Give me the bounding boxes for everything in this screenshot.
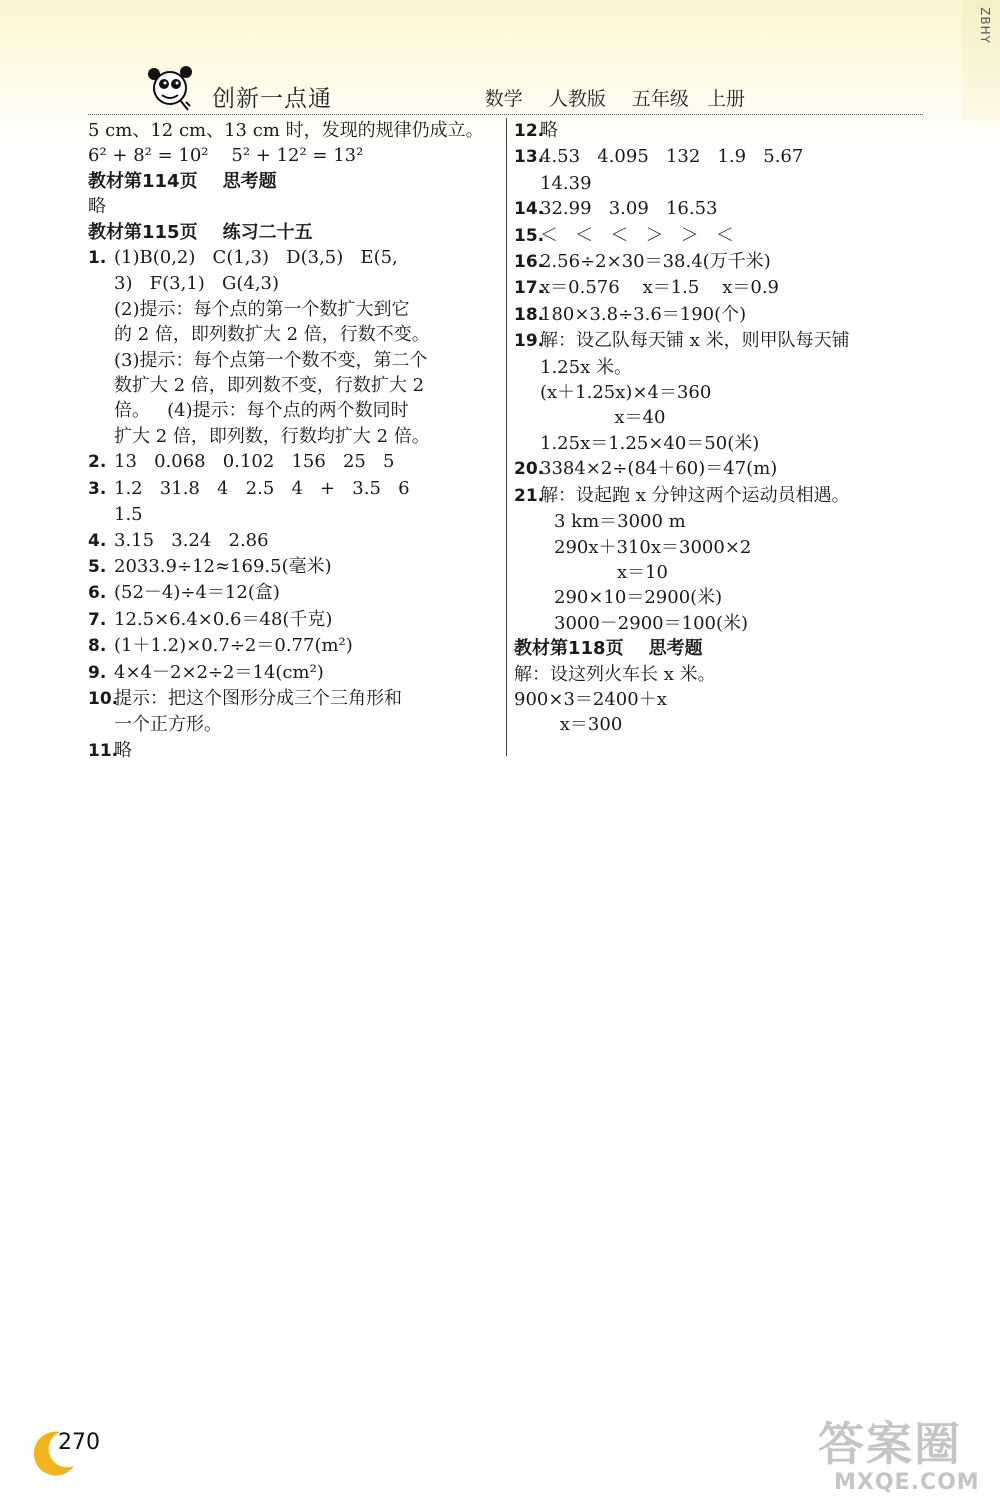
answer-line bbox=[514, 355, 934, 380]
brand-title: 创新一点通 bbox=[212, 86, 332, 112]
section-heading bbox=[514, 636, 934, 661]
answer-line bbox=[88, 194, 498, 219]
answer-text: (52－4)÷4＝12(盒) bbox=[114, 582, 280, 604]
answer-line bbox=[88, 660, 498, 686]
answer-text: ＜ ＜ ＜ ＞ ＞ ＜ bbox=[540, 224, 734, 246]
answer-text: 4.53 4.095 132 1.9 5.67 bbox=[540, 146, 804, 168]
answer-line bbox=[514, 249, 934, 275]
answer-line bbox=[514, 380, 934, 405]
answer-line bbox=[514, 483, 934, 509]
answer-line bbox=[88, 633, 498, 659]
answer-line bbox=[88, 297, 498, 322]
column-divider bbox=[506, 118, 507, 756]
answer-text: 倍。 (4)提示：每个点的两个数同时 bbox=[114, 400, 409, 422]
question-number: 20. bbox=[514, 459, 545, 480]
answer-line bbox=[514, 611, 934, 636]
answer-text: 900×3＝2400＋x bbox=[514, 688, 667, 710]
answer-text: (x＋1.25x)×4＝360 bbox=[540, 382, 712, 404]
answer-text: 180×3.8÷3.6＝190(个) bbox=[540, 303, 747, 325]
section-heading-text: 教材第118页 思考题 bbox=[514, 638, 703, 660]
answer-text: 3.15 3.24 2.86 bbox=[114, 529, 269, 551]
answer-line bbox=[88, 373, 498, 398]
answer-line bbox=[88, 738, 498, 764]
answer-text: 14.39 bbox=[540, 172, 592, 194]
answer-line bbox=[514, 712, 934, 737]
answer-line bbox=[88, 143, 498, 168]
answer-line bbox=[88, 322, 498, 347]
answer-text: 略 bbox=[114, 739, 132, 761]
question-number: 7. bbox=[88, 609, 107, 630]
answer-text: (1＋1.2)×0.7÷2＝0.77(m²) bbox=[114, 635, 353, 657]
question-number: 4. bbox=[88, 530, 107, 551]
answer-line bbox=[88, 712, 498, 737]
volume-label: 上册 bbox=[706, 88, 745, 110]
watermark-url: MXQE.COM bbox=[834, 1470, 980, 1495]
answer-line bbox=[514, 223, 934, 249]
answer-text: 数扩大 2 倍，即列数不变，行数扩大 2 bbox=[114, 375, 425, 397]
side-tab bbox=[962, 0, 1000, 120]
answer-line bbox=[88, 398, 498, 423]
grade-label: 五年级 bbox=[631, 88, 689, 110]
section-heading-text: 教材第114页 思考题 bbox=[88, 170, 277, 192]
answer-line bbox=[88, 348, 498, 373]
watermark bbox=[800, 1406, 994, 1502]
right-column bbox=[514, 118, 934, 738]
question-number: 10. bbox=[88, 688, 119, 709]
answer-line bbox=[88, 245, 498, 271]
question-number: 3. bbox=[88, 478, 107, 499]
answer-line bbox=[514, 275, 934, 301]
answer-text: 2033.9÷12≈169.5(毫米) bbox=[114, 555, 332, 577]
question-number: 12. bbox=[514, 121, 545, 141]
answer-text: (1)B(0,2) C(1,3) D(3,5) E(5, bbox=[114, 247, 398, 269]
answer-text: 提示：把这个图形分成三个三角形和 bbox=[114, 687, 402, 709]
header-divider bbox=[88, 114, 923, 115]
question-number: 11. bbox=[88, 740, 119, 761]
answer-text: 32.99 3.09 16.53 bbox=[540, 198, 718, 220]
answer-text: 4×4－2×2÷2＝14(cm²) bbox=[114, 661, 324, 683]
answer-line bbox=[88, 118, 498, 143]
side-tab-label: ZBHY bbox=[978, 7, 992, 44]
answer-line bbox=[514, 405, 934, 430]
answer-text: 3000－2900＝100(米) bbox=[554, 612, 749, 634]
answer-line bbox=[88, 686, 498, 712]
question-number: 6. bbox=[88, 583, 107, 604]
answer-line bbox=[514, 171, 934, 196]
answer-text: 解：设乙队每天铺 x 米，则甲队每天铺 bbox=[540, 330, 850, 352]
answer-line bbox=[88, 580, 498, 606]
answer-line bbox=[88, 424, 498, 449]
answer-line bbox=[514, 560, 934, 585]
answer-text: 1.5 bbox=[114, 504, 143, 526]
page-number: 270 bbox=[58, 1430, 100, 1455]
series-info bbox=[465, 84, 745, 111]
question-number: 16. bbox=[514, 252, 545, 273]
answer-text: x＝0.576 x＝1.5 x＝0.9 bbox=[540, 277, 780, 299]
question-number: 2. bbox=[88, 452, 107, 473]
answer-text: 12.5×6.4×0.6＝48(千克) bbox=[114, 608, 333, 630]
section-heading bbox=[88, 220, 498, 245]
question-number: 8. bbox=[88, 636, 107, 657]
question-number: 17. bbox=[514, 278, 545, 299]
answer-text: (2)提示：每个点的第一个数扩大到它 bbox=[114, 298, 410, 320]
answer-text: 的 2 倍，即列数扩大 2 倍，行数不变。 bbox=[114, 324, 430, 346]
edition-label: 人教版 bbox=[548, 88, 606, 110]
answer-text: 3) F(3,1) G(4,3) bbox=[114, 273, 280, 295]
answer-line bbox=[514, 144, 934, 170]
left-column bbox=[88, 118, 498, 764]
watermark-logo-text: 答案圈 bbox=[818, 1417, 962, 1471]
answer-line bbox=[88, 554, 498, 580]
answer-text: 略 bbox=[88, 196, 106, 218]
answer-text: 1.25x 米。 bbox=[540, 356, 632, 378]
answer-text: 3 km＝3000 m bbox=[554, 511, 686, 533]
section-heading bbox=[88, 169, 498, 194]
mascot-logo-icon bbox=[144, 62, 202, 112]
answer-text: 1.25x＝1.25×40＝50(米) bbox=[540, 432, 760, 454]
answer-line bbox=[88, 502, 498, 527]
question-number: 14. bbox=[514, 199, 545, 220]
answer-text: 6² + 8² = 10² 5² + 12² = 13² bbox=[88, 145, 364, 167]
question-number: 9. bbox=[88, 662, 107, 683]
answer-line bbox=[88, 271, 498, 296]
question-number: 21. bbox=[514, 485, 545, 506]
subject-label: 数学 bbox=[484, 88, 523, 110]
answer-line bbox=[88, 476, 498, 502]
answer-line bbox=[514, 687, 934, 712]
answer-text: 扩大 2 倍，即列数，行数均扩大 2 倍。 bbox=[114, 425, 430, 447]
answer-line bbox=[514, 585, 934, 610]
answer-text: 略 bbox=[540, 120, 558, 141]
answer-line bbox=[514, 509, 934, 534]
section-heading-text: 教材第115页 练习二十五 bbox=[88, 221, 313, 243]
answer-text: 1.2 31.8 4 2.5 4 + 3.5 6 bbox=[114, 477, 410, 499]
answer-line bbox=[514, 328, 934, 354]
answer-text: x＝300 bbox=[514, 714, 623, 736]
answer-line bbox=[88, 528, 498, 554]
question-number: 5. bbox=[88, 556, 107, 577]
answer-text: x＝40 bbox=[540, 407, 666, 429]
question-number: 19. bbox=[514, 331, 545, 352]
answer-line bbox=[88, 449, 498, 475]
answer-line bbox=[514, 431, 934, 456]
answer-text: 解：设这列火车长 x 米。 bbox=[514, 663, 716, 685]
answer-text: 290x＋310x＝3000×2 bbox=[554, 536, 752, 558]
answer-line bbox=[514, 535, 934, 560]
question-number: 13. bbox=[514, 147, 545, 168]
answer-text: 2.56÷2×30＝38.4(万千米) bbox=[540, 251, 771, 273]
answer-text: 3384×2÷(84＋60)＝47(m) bbox=[540, 458, 778, 480]
answer-text: 290×10＝2900(米) bbox=[554, 587, 723, 609]
answer-text: 一个正方形。 bbox=[114, 714, 222, 736]
answer-line bbox=[514, 196, 934, 222]
answer-line bbox=[88, 607, 498, 633]
question-number: 15. bbox=[514, 225, 545, 246]
answer-text: 13 0.068 0.102 156 25 5 bbox=[114, 451, 395, 473]
question-number: 1. bbox=[88, 248, 107, 269]
answer-text: x＝10 bbox=[554, 561, 668, 583]
answer-line bbox=[514, 662, 934, 687]
answer-line bbox=[514, 118, 934, 144]
answer-line bbox=[514, 456, 934, 482]
answer-line bbox=[514, 302, 934, 328]
answer-text: 5 cm、12 cm、13 cm 时，发现的规律仍成立。 bbox=[88, 120, 484, 141]
answer-text: 解：设起跑 x 分钟这两个运动员相遇。 bbox=[540, 484, 850, 506]
question-number: 18. bbox=[514, 304, 545, 325]
answer-text: (3)提示：每个点第一个数不变，第二个 bbox=[114, 349, 428, 371]
